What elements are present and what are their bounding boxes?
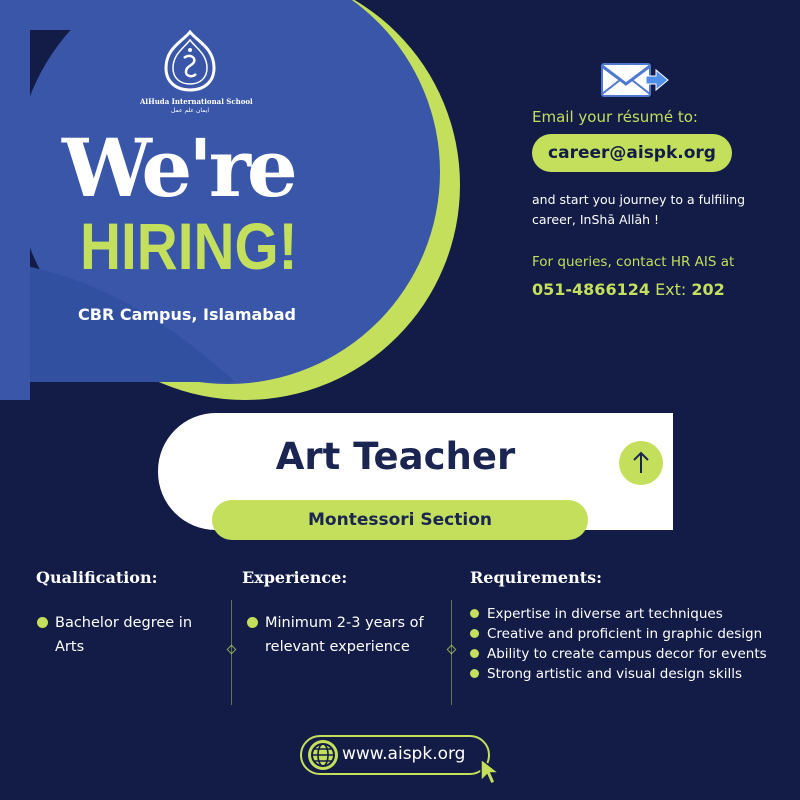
arrow-up-circle-icon bbox=[618, 440, 664, 486]
phone-number[interactable]: 051-4866124 bbox=[532, 280, 650, 299]
crescent-arch-logo-icon bbox=[160, 30, 220, 92]
list-item: Strong artistic and visual design skills bbox=[487, 664, 787, 684]
list-item: Bachelor degree in Arts bbox=[55, 611, 225, 659]
list-item: Creative and proficient in graphic design bbox=[487, 624, 787, 644]
ext-number: 202 bbox=[691, 280, 725, 299]
queries-label: For queries, contact HR AIS at bbox=[532, 254, 735, 270]
headline-were: We're bbox=[62, 121, 294, 215]
experience-list bbox=[265, 611, 435, 659]
requirements-heading: Requirements: bbox=[470, 568, 603, 587]
job-title: Art Teacher bbox=[275, 435, 516, 478]
school-name: AlHuda International School bbox=[140, 97, 253, 106]
cursor-pointer-icon bbox=[478, 757, 504, 787]
list-item: Expertise in diverse art techniques bbox=[487, 604, 787, 624]
school-motto: ایمان علم عمل bbox=[170, 107, 209, 114]
blue-left-fill bbox=[0, 0, 30, 400]
blue-top-fill bbox=[0, 0, 300, 30]
section-badge: Montessori Section bbox=[212, 500, 588, 540]
qualification-list bbox=[55, 611, 225, 659]
email-label: Email your résumé to: bbox=[532, 108, 698, 126]
qualification-heading: Qualification: bbox=[36, 568, 158, 587]
experience-heading: Experience: bbox=[242, 568, 348, 587]
ext-label: Ext: bbox=[655, 280, 687, 299]
globe-icon bbox=[307, 739, 339, 771]
envelope-send-icon bbox=[600, 60, 670, 100]
list-item: Minimum 2-3 years of relevant experience bbox=[265, 611, 435, 659]
column-divider bbox=[231, 600, 232, 705]
school-logo bbox=[140, 30, 253, 114]
headline-hiring: HIRING! bbox=[80, 209, 298, 283]
list-item: Ability to create campus decor for events bbox=[487, 644, 787, 664]
email-link[interactable]: career@aispk.org bbox=[532, 134, 732, 172]
column-divider bbox=[451, 600, 452, 705]
phone-line bbox=[532, 280, 725, 299]
campus-label: CBR Campus, Islamabad bbox=[78, 305, 296, 324]
requirements-list bbox=[487, 604, 787, 684]
journey-message: and start you journey to a fulfiling career, InShā Allāh ! bbox=[532, 192, 746, 227]
website-link[interactable]: www.aispk.org bbox=[342, 744, 466, 764]
